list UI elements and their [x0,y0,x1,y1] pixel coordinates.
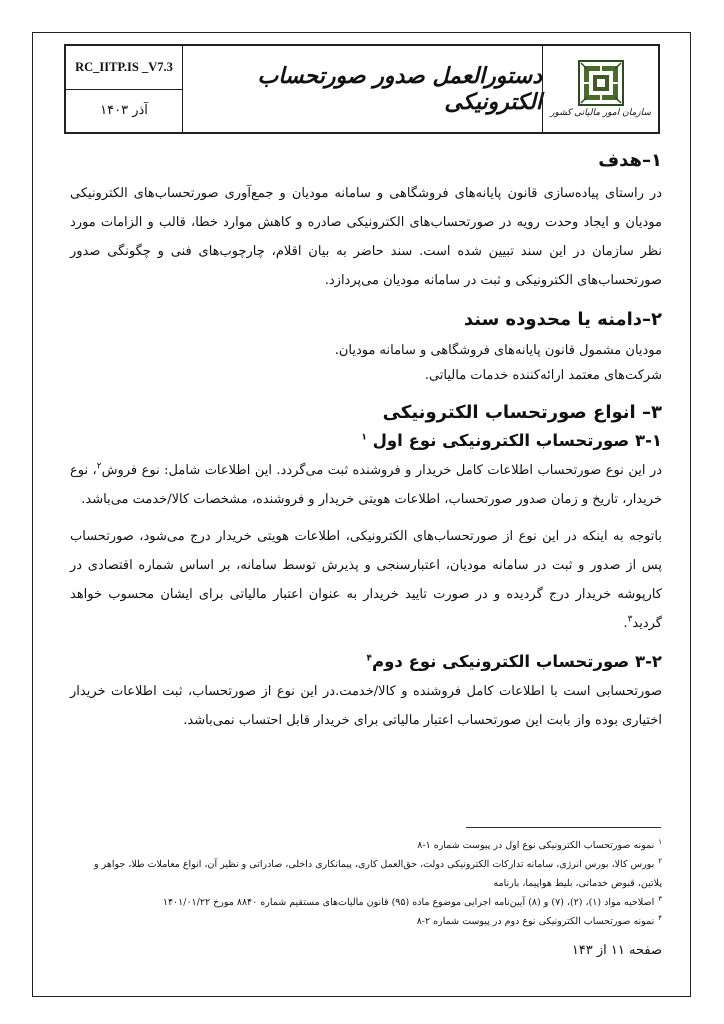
footnote-item [70,912,662,931]
logo-caption: سازمان امور مالیاتی کشور [550,108,651,118]
document-code: RC_IITP.IS _V7.3 [66,46,182,90]
section-3-1-paragraph-2-b: . [623,616,628,631]
section-1-heading: ۱–هدف [598,150,662,171]
section-3-1-paragraph-1-a: در این نوع صورتحساب اطلاعات کامل خریدار و فروشنده ثبت می‌گردد. این اطلاعات شامل: نوع فروش [101,463,663,478]
section-3-1-heading [70,431,662,450]
footnote-number: ۴ [658,913,662,922]
footnote-text: اصلاحیه مواد (۱)، (۲)، (۷) و (۸) آیین‌نامه اجرایی موضوع ماده (۹۵) قانون مالیات‌های مستقیم شماره ۸۸۴۰ مورخ ۱۴۰۱/۰۱/۲۲ [162,897,655,908]
document-title: دستورالعمل صدور صورتحساب الکترونیکی [257,63,542,115]
footnote-number: ۲ [658,856,662,865]
footnote-number: ۳ [658,894,662,903]
footnote-ref-2: ۲ [96,461,102,472]
footnote-ref-3: ۳ [627,614,633,625]
section-2-heading: ۲–دامنه یا محدوده سند [463,309,662,330]
section-3-1-paragraph-1-b: ، نوع خریدار، تاریخ و زمان صدور صورتحساب، اطلاعات هویتی خریدار و فروشنده، مشخصات کالا/خدمت می‌باشد. [70,463,662,507]
footnote-item [70,836,662,855]
section-2-item-2: شرکت‌های معتمد ارائه‌کننده خدمات مالیاتی. [424,368,662,383]
header-meta [66,46,183,132]
section-3-1-paragraph-1 [70,456,662,514]
section-3-2-heading [70,652,662,671]
footnote-text: نمونه صورتحساب الکترونیکی نوع دوم در پیوست شماره ۲-۸ [416,916,655,927]
section-3-1-heading-text: ۳-۱ صورتحساب الکترونیکی نوع اول [372,431,662,450]
section-3-2-paragraph: صورتحسابی است با اطلاعات کامل فروشنده و کالا/خدمت.در این نوع از صورتحساب، ثبت اطلاعات خریدار اختیاری بوده واز بابت این صورتحساب اعتبار مالیاتی برای خریدار قابل احتساب نمی‌باشد. [70,684,662,728]
document-header [64,44,660,134]
section-2-item-1: مودیان مشمول قانون پایانه‌های فروشگاهی و سامانه مودیان. [334,343,662,358]
section-3-1-paragraph-2 [70,522,662,638]
footnote-text: نمونه صورتحساب الکترونیکی نوع اول در پیوست شماره ۱-۸ [417,840,655,851]
footnotes [70,836,662,931]
footnote-number: ۱ [658,837,662,846]
footnote-item [70,855,662,893]
section-3-1-paragraph-2-a: باتوجه به اینکه در این نوع از صورتحساب‌های الکترونیکی، اطلاعات هویتی خریدار درج می‌شود، صورتحساب پس از صدور و ثبت در سامانه مودیان، اعتبارسنجی و پذیرش توسط سامانه، بر اساس شماره اقتصادی در کارپوشه خریدار درج گردیده و در صورت تایید خریدار به عنوان اعتبار مالیاتی برای ایشان محسوب خواهد گردید [70,529,662,631]
section-3-2-heading-text: ۳-۲ صورتحساب الکترونیکی نوع دوم [372,652,662,671]
section-3-heading: ۳– انواع صورتحساب الکترونیکی [382,402,662,423]
document-body [70,150,662,735]
page-number: صفحه ۱۱ از ۱۴۳ [571,943,662,958]
organization-logo [542,46,658,132]
footnote-text: بورس کالا، بورس انرژی، سامانه تدارکات الکترونیکی دولت، حق‌العمل کاری، پیمانکاری داخلی، صادراتی و نظیر آن، انواع معاملات طلا، جواهر و پلاتین، قبوض خدماتی، بلیط هواپیما، بارنامه [93,859,662,889]
footnote-separator [466,827,661,828]
footnote-ref-1: ۱ [361,432,367,443]
footnote-item [70,893,662,912]
footnote-ref-4: ۴ [366,653,373,664]
document-date: آذر ۱۴۰۳ [100,103,148,119]
section-1-paragraph: در راستای پیاده‌سازی قانون پایانه‌های فروشگاهی و سامانه مودیان و جمع‌آوری صورتحساب‌های الکترونیکی مودیان و ایجاد وحدت رویه در صورتحساب‌های الکترونیکی صادره و کاهش موارد خطا، قالب و الزامات مورد نظر سازمان در این سند تبیین شده است. سند حاضر به بیان اقلام، چارچوب‌های فنی و چگونگی صدور صورتحساب‌های الکترونیکی و ثبت در سامانه مودیان می‌پردازد. [70,186,662,288]
tax-organization-emblem-icon [578,60,624,106]
